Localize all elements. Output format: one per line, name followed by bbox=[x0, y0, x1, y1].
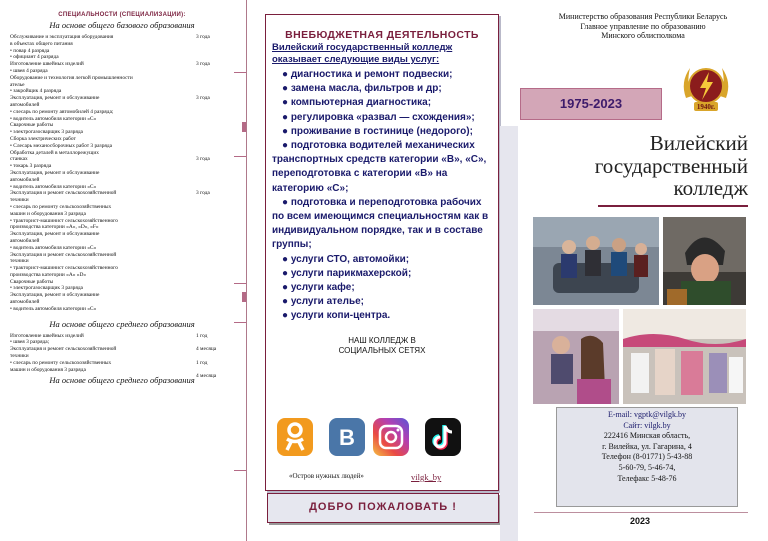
specialty-group bbox=[0, 190, 244, 251]
bullet-icon: ● bbox=[282, 140, 289, 152]
study-duration: 1 год bbox=[196, 332, 208, 339]
photo-welder bbox=[663, 217, 746, 305]
brochure-year: 2023 bbox=[630, 516, 651, 526]
specialty-group bbox=[0, 252, 244, 313]
specialty-line: • водитель автомобиля категории «С» bbox=[10, 115, 97, 122]
service-item bbox=[272, 125, 494, 139]
bullet-icon: ● bbox=[282, 282, 289, 294]
slogan-note: «Остров нужных людей» bbox=[289, 472, 364, 480]
specialty-line: • швея 4 разряда bbox=[10, 67, 48, 74]
fold-mark bbox=[234, 470, 246, 471]
bullet-icon: ● bbox=[282, 296, 289, 308]
section-secondary-education-2: На основе общего среднего образования bbox=[49, 375, 195, 386]
contact-email[interactable]: E-mail: vgptk@vilgk.by bbox=[607, 410, 687, 419]
specialty-line: станках bbox=[10, 156, 28, 163]
bullet-icon: ● bbox=[282, 253, 289, 265]
specialty-line: • токарь 3 разряда bbox=[10, 163, 52, 170]
section-secondary-education: На основе общего среднего образования bbox=[49, 318, 195, 329]
specialty-line: Сварочные работы bbox=[10, 278, 54, 285]
specialty-group bbox=[0, 156, 244, 190]
college-name-line: колледж bbox=[673, 176, 748, 200]
specialty-line: производства категории «A», «D», «F» bbox=[10, 224, 99, 231]
service-text: подготовка и переподготовка рабочих по всем имеющимся специальностям как в индивидуальном порядке, так и в составе группы; bbox=[272, 196, 489, 251]
service-text: диагностика и ремонт подвески; bbox=[290, 69, 453, 80]
contact-phone: Телефон (8-01771) 5-43-88 bbox=[601, 452, 693, 462]
specialty-line: Эксплуатация и ремонт сельскохозяйственной bbox=[10, 251, 117, 258]
service-item bbox=[272, 139, 494, 196]
specialty-line: • тракторист-машинист сельскохозяйственного bbox=[10, 265, 118, 272]
service-item bbox=[272, 281, 494, 295]
specialty-line: производства категории «A» «D» bbox=[10, 271, 87, 278]
social-handle-text[interactable]: vilgk_by bbox=[411, 472, 442, 482]
title-underline bbox=[598, 205, 748, 207]
bullet-icon: ● bbox=[282, 267, 289, 279]
social-icons bbox=[277, 418, 487, 462]
instagram-icon[interactable] bbox=[373, 418, 409, 456]
service-text: замена масла, фильтров и др; bbox=[290, 83, 442, 95]
social-title-line1: НАШ КОЛЛЕДЖ В bbox=[348, 335, 416, 345]
study-duration: 4 месяца bbox=[196, 373, 217, 380]
emblem-year: 1940г. bbox=[696, 103, 716, 111]
welcome-text: ДОБРО ПОЖАЛОВАТЬ ! bbox=[309, 501, 457, 513]
ministry-line: Главное управление по образованию bbox=[580, 21, 706, 31]
odnoklassniki-icon[interactable] bbox=[277, 418, 313, 456]
specialty-line: Изготовление швейных изделий bbox=[10, 332, 84, 339]
contact-phone: 5-60-79, 5-46-74, bbox=[618, 462, 676, 472]
service-text: проживание в гостинице (недорого); bbox=[290, 125, 473, 137]
ministry-line: Министерство образования Республики Беларусь bbox=[558, 12, 728, 21]
specialty-line: • Слесарь механосборочных работ 3 разряда bbox=[10, 142, 113, 149]
bottom-divider bbox=[534, 512, 748, 513]
svg-text:В: В bbox=[339, 425, 355, 450]
specialty-line: • электрогазосварщик 3 разряда bbox=[10, 129, 83, 136]
specialty-line: • повар 4 разряда bbox=[10, 47, 50, 54]
specialty-line: • слесарь по ремонту автомобилей 4 разряда; bbox=[10, 108, 114, 115]
service-text: услуги кафе; bbox=[290, 282, 355, 294]
service-text: компьютерная диагностика; bbox=[290, 97, 432, 109]
specialty-line: • водитель автомобиля категории «С» bbox=[10, 305, 97, 312]
study-duration: 3 года bbox=[196, 34, 210, 40]
specialty-group bbox=[0, 61, 244, 95]
study-duration: 3 года bbox=[196, 156, 210, 163]
service-text: услуги СТО, автомойки; bbox=[290, 253, 410, 265]
study-duration: 3 года bbox=[196, 61, 210, 68]
section-basic-education: На основе общего базового образования bbox=[49, 20, 195, 30]
service-item bbox=[272, 96, 494, 110]
specialty-line: в объектах общего питания bbox=[10, 40, 73, 47]
specialty-line: • водитель автомобиля категории «С» bbox=[10, 183, 97, 190]
column-divider bbox=[246, 0, 247, 541]
contacts-panel bbox=[556, 407, 738, 507]
service-item bbox=[272, 267, 494, 281]
contact-line: г. Вилейка, ул. Гагарина, 4 bbox=[602, 441, 692, 451]
specialty-line: техники bbox=[10, 197, 29, 204]
specialty-line: • слесарь по ремонту сельскохозяйственных bbox=[10, 359, 112, 366]
specialty-line: Эксплуатация и ремонт сельскохозяйственной bbox=[10, 190, 117, 197]
specialty-line: автомобилей bbox=[10, 176, 40, 183]
study-duration: 3 года bbox=[196, 190, 210, 197]
specialty-line: Эксплуатация, ремонт и обслуживание bbox=[10, 95, 100, 102]
specialty-line: Эксплуатация и ремонт сельскохозяйственной bbox=[10, 346, 117, 353]
college-name bbox=[560, 132, 748, 200]
study-duration: 4 месяца bbox=[196, 346, 217, 353]
specialty-line: • швея 3 разряда; bbox=[10, 339, 50, 346]
ministry-header bbox=[520, 12, 766, 41]
service-item bbox=[272, 253, 494, 267]
specialties-list-secondary bbox=[0, 332, 244, 380]
tiktok-icon[interactable] bbox=[425, 418, 461, 456]
college-emblem-icon bbox=[676, 58, 736, 118]
specialty-line: Изготовление швейных изделий bbox=[10, 61, 84, 68]
social-title bbox=[266, 336, 498, 356]
specialty-line: Обслуживание и эксплуатация оборудования bbox=[10, 34, 114, 40]
services-subtitle-line2: оказывает следующие виды услуг: bbox=[272, 54, 440, 65]
specialty-line: ателье bbox=[10, 81, 25, 88]
specialties-heading: СПЕЦИАЛЬНОСТИ (СПЕЦИАЛИЗАЦИИ): bbox=[58, 12, 186, 18]
specialty-group bbox=[0, 360, 244, 374]
fold-mark bbox=[234, 156, 246, 157]
specialty-group bbox=[0, 333, 244, 347]
contact-fax: Телефакс 5-48-76 bbox=[617, 473, 677, 483]
service-text: подготовка водителей механических транспортных средств категории «В», «С», переподготовка с категории «В» на категорию «С»; bbox=[272, 140, 487, 194]
specialty-line: Эксплуатация, ремонт и обслуживание bbox=[10, 169, 100, 176]
fold-mark bbox=[234, 322, 246, 323]
specialty-line: Сварочные работы bbox=[10, 122, 54, 129]
social-handle[interactable] bbox=[411, 472, 441, 482]
service-text: регулировка «развал — схождения»; bbox=[290, 111, 475, 123]
fold-mark bbox=[234, 283, 246, 284]
service-item bbox=[272, 309, 494, 323]
photo-sewing-workshop bbox=[623, 309, 746, 404]
specialty-line: • слесарь по ремонту сельскохозяйственных bbox=[10, 203, 112, 210]
specialty-group bbox=[0, 34, 244, 61]
photo-hairdresser bbox=[533, 309, 619, 404]
services-title: ВНЕБЮДЖЕТНАЯ ДЕЯТЕЛЬНОСТЬ bbox=[285, 29, 479, 41]
specialties-list-basic bbox=[0, 34, 244, 313]
specialty-line: • официант 4 разряда bbox=[10, 54, 59, 61]
social-title-line2: СОЦИАЛЬНЫХ СЕТЯХ bbox=[338, 345, 426, 355]
specialty-group bbox=[0, 346, 244, 360]
bullet-icon: ● bbox=[282, 111, 289, 123]
specialty-line: • электрогазосварщик 3 разряда bbox=[10, 285, 83, 292]
specialty-line: техники bbox=[10, 353, 29, 360]
vk-icon[interactable] bbox=[329, 418, 365, 456]
specialties-column bbox=[0, 0, 244, 541]
bullet-icon: ● bbox=[282, 310, 289, 322]
specialty-line: техники bbox=[10, 258, 29, 265]
fold-mark bbox=[234, 72, 246, 73]
specialty-line: автомобилей bbox=[10, 237, 40, 244]
study-duration: 1 год bbox=[196, 359, 208, 366]
specialty-line: • тракторист-машинист сельскохозяйственного bbox=[10, 217, 118, 224]
photo-auto-workshop bbox=[533, 217, 659, 305]
years-badge bbox=[520, 88, 662, 120]
college-name-line: государственный bbox=[594, 153, 748, 178]
specialty-line: Сборка электрических работ bbox=[10, 135, 76, 142]
specialty-line: • водитель автомобиля категории «С» bbox=[10, 244, 97, 251]
specialty-line: Эксплуатация, ремонт и обслуживание bbox=[10, 231, 100, 238]
bullet-icon: ● bbox=[282, 196, 289, 208]
services-subtitle-line1: Вилейский государственный колледж bbox=[272, 42, 453, 53]
service-item bbox=[272, 111, 494, 125]
service-text: услуги парикмахерской; bbox=[290, 267, 412, 279]
ministry-line: Минского облисполкома bbox=[601, 31, 685, 41]
specialty-line: автомобилей bbox=[10, 101, 40, 108]
specialty-line: машин и оборудования 3 разряда bbox=[10, 366, 86, 373]
services-list bbox=[266, 68, 498, 324]
service-text: услуги копи-центра. bbox=[290, 310, 391, 322]
college-name-line: Вилейский bbox=[649, 131, 748, 155]
bullet-icon: ● bbox=[282, 69, 289, 80]
specialty-line: Оборудование и технология легкой промышленности bbox=[10, 74, 133, 81]
years-text: 1975-2023 bbox=[559, 96, 623, 111]
bullet-icon: ● bbox=[282, 97, 289, 109]
decorative-bar bbox=[500, 126, 518, 541]
welcome-banner bbox=[267, 493, 499, 523]
specialty-line: Эксплуатация, ремонт и обслуживание bbox=[10, 292, 100, 299]
service-item bbox=[272, 68, 494, 82]
bullet-icon: ● bbox=[282, 83, 289, 95]
bullet-icon: ● bbox=[282, 125, 289, 137]
study-duration: 3 года bbox=[196, 95, 210, 102]
service-item bbox=[272, 295, 494, 309]
specialty-line: • закройщик 4 разряда bbox=[10, 88, 62, 95]
service-item bbox=[272, 196, 494, 253]
contact-website[interactable]: Сайт: vilgk.by bbox=[623, 420, 671, 430]
specialty-line: автомобилей bbox=[10, 299, 40, 306]
services-subtitle bbox=[272, 42, 498, 66]
service-text: услуги ателье; bbox=[290, 296, 364, 308]
specialty-line: Обработка деталей в металлорежущих bbox=[10, 149, 99, 156]
specialty-group bbox=[0, 95, 244, 156]
specialty-line: машин и оборудования 3 разряда bbox=[10, 210, 86, 217]
photo-collage bbox=[533, 217, 746, 404]
contact-line: 222416 Минская область, bbox=[603, 431, 691, 441]
service-item bbox=[272, 82, 494, 96]
